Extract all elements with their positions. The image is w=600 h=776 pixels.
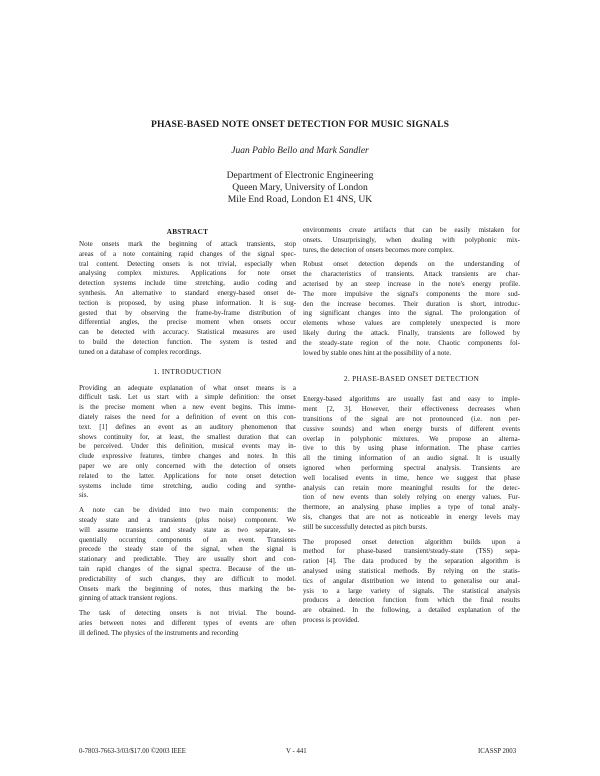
text-line: sis.	[79, 491, 89, 500]
text-line: to build the detection function. The system is tested and	[79, 337, 296, 346]
paper-title: PHASE-BASED NOTE ONSET DETECTION FOR MUSIC SIGNALS	[150, 119, 450, 130]
text-line: produces a detection function from which the final results	[303, 596, 520, 605]
transients-paragraph	[303, 260, 520, 358]
text-line: are obtained. In the following, a detailed explanation of the	[303, 606, 520, 615]
text-line: ill defined. The physics of the instruments and recording	[79, 628, 239, 637]
text-line: be perceived. Under this definition, musical events may in-	[79, 442, 296, 451]
text-line: related to the latter. Applications for note onset detection	[79, 471, 296, 480]
text-line: sis, changes that are not as noticeable in energy levels may	[303, 512, 520, 521]
text-line: ignored when performing spectral analysis. Transients are	[303, 463, 520, 472]
text-line: analysed using statistical methods. By relying on the statis-	[303, 566, 520, 575]
affiliation-line: Department of Electronic Engineering	[226, 170, 374, 181]
text-line: tection is proposed, by using phase information. It is sug-	[79, 298, 296, 307]
section-2-paragraph-1	[303, 395, 520, 532]
abstract-heading: ABSTRACT	[166, 228, 209, 236]
text-line: Robust onset detection depends on the understanding of	[303, 260, 520, 269]
text-line: A note can be divided into two main components: the	[79, 506, 296, 515]
text-line: the steady-state region of the note. Chaotic components fol-	[303, 338, 520, 347]
section-2-paragraph-2	[303, 538, 520, 626]
text-line: ing significant changes into the signal. The prolongation of	[303, 309, 520, 318]
text-line: quentially occurring components of an event. Transients	[79, 535, 296, 544]
text-line: systems include time stretching, audio coding and synthe-	[79, 481, 296, 490]
text-line: the characteristics of transients. Attack transients are char-	[303, 270, 520, 279]
text-line: The more impulsive the signal's components the more sud-	[303, 289, 520, 298]
text-line: text. [1] defines an event as an auditory phenomenon that	[79, 422, 296, 431]
right-column	[303, 226, 520, 626]
text-line: tral content. Detecting onsets is not trivial, especially when	[79, 259, 296, 268]
text-line: lowed by stable ones hint at the possibility of a note.	[303, 348, 452, 357]
continued-paragraph	[303, 226, 520, 255]
text-line: clude expressive features, timbre changes and notes. In this	[79, 452, 296, 461]
text-line: tures, the detection of onsets becomes more complex.	[303, 245, 454, 254]
affiliation-line: Queen Mary, University of London	[232, 182, 368, 193]
text-line: thermore, an analysing phase implies a type of tonal analy-	[303, 503, 520, 512]
text-line: The task of detecting onsets is not trivial. The bound-	[79, 609, 296, 618]
text-line: tuned on a database of complex recordings.	[79, 347, 202, 356]
text-line: diately raises the need for a definition of event on this con-	[79, 412, 296, 421]
text-line: tain rapid changes of the signal spectra. Because of the un-	[79, 564, 296, 573]
text-line: den the increase becomes. Their duration is short, introduc-	[303, 299, 520, 308]
text-line: steady state and a transients (plus noise) component. We	[79, 515, 296, 524]
text-line: gested that by observing the frame-by-frame distribution of	[79, 308, 296, 317]
text-line: well localised events in time, hence we suggest that phase	[303, 473, 520, 482]
text-line: The proposed onset detection algorithm builds upon a	[303, 537, 520, 546]
text-line: likely during the attack. Finally, transients are followed by	[303, 328, 520, 337]
text-line: predictability of such changes, they are difficult to model.	[79, 574, 296, 583]
text-line: ysis to a large variety of signals. The statistical analysis	[303, 586, 520, 595]
text-line: still be successfully detected as pitch bursts.	[303, 522, 428, 531]
affiliation-line: Mile End Road, London E1 4NS, UK	[227, 194, 373, 205]
text-line: Energy-based algorithms are usually fast and easy to imple-	[303, 395, 520, 404]
text-line: tics of angular distribution we intend to generalise our anal-	[303, 576, 520, 585]
text-line: paper we are only concerned with the detection of onsets	[79, 461, 296, 470]
text-line: tive to this by using phase information. The phase carries	[303, 444, 520, 453]
footer-conference: ICASSP 2003	[478, 748, 517, 755]
text-line: precede the steady state of the signal, when the signal is	[79, 545, 296, 554]
left-column	[79, 226, 296, 638]
text-line: areas of a note containing rapid changes of the signal spec-	[79, 249, 296, 258]
text-line: method for phase-based transient/steady-state (TSS) sepa-	[303, 547, 520, 556]
intro-paragraph-1	[79, 384, 296, 502]
text-line: ginning of attack transient regions.	[79, 594, 178, 603]
footer-page-number: V - 441	[286, 748, 307, 755]
text-line: Note onsets mark the beginning of attack transients, stop	[79, 240, 296, 248]
paper-authors: Juan Pablo Bello and Mark Sandler	[231, 146, 369, 156]
text-line: will assume transients and steady state as two separate, se-	[79, 525, 296, 534]
text-line: stationary and predictable. They are usually short and con-	[79, 555, 296, 564]
text-line: detection systems include time stretching, audio coding and	[79, 279, 296, 288]
intro-paragraph-2	[79, 506, 296, 604]
text-line: acterised by an steep increase in the note's energy profile.	[303, 279, 520, 288]
text-line: ment [2, 3]. However, their effectiveness decreases when	[303, 405, 520, 414]
text-line: overlap in polyphonic mixtures. We propose an alterna-	[303, 434, 520, 443]
text-line: Onsets mark the beginning of notes, thus marking the be-	[79, 584, 296, 593]
text-line: analysis can retain more meaningful results for the detec-	[303, 483, 520, 492]
text-line: process is provided.	[303, 615, 360, 624]
intro-heading: 1. INTRODUCTION	[153, 366, 222, 376]
text-line: elements whose values are completely unexpected is more	[303, 319, 520, 328]
text-line: environments create artifacts that can be easily mistaken for	[303, 226, 520, 234]
text-line: shows continuity for, at least, the smallest duration that can	[79, 432, 296, 441]
text-line: transitions of the signal are not pronounced (i.e. non per-	[303, 414, 520, 423]
text-line: can be detected with accuracy. Statistical measures are used	[79, 328, 296, 337]
text-line: synthesis. An alternative to standard energy-based onset de-	[79, 288, 296, 297]
text-line: ration [4]. The data produced by the separation algorithm is	[303, 557, 520, 566]
text-line: differential angles, the precise moment when onsets occur	[79, 318, 296, 327]
text-line: difficult task. Let us start with a simple definition: the onset	[79, 393, 296, 402]
abstract-paragraph	[79, 240, 296, 358]
text-line: onsets. Unsurprisingly, when dealing with polyphonic mix-	[303, 235, 520, 244]
text-line: Providing an adequate explanation of what onset means is a	[79, 383, 296, 392]
text-line: all the timing information of an audio signal. It is usually	[303, 454, 520, 463]
text-line: is the precise moment when a new event begins. This imme-	[79, 403, 296, 412]
section-2-heading: 2. PHASE-BASED ONSET DETECTION	[343, 374, 480, 384]
affiliation	[0, 170, 600, 206]
text-line: aries between notes and different types of events are often	[79, 618, 296, 627]
text-line: analysing complex mixtures. Applications for note onset	[79, 269, 296, 278]
footer-copyright: 0-7803-7663-3/03/$17.00 ©2003 IEEE	[79, 748, 186, 755]
text-line: cussive sounds) and when energy bursts of different events	[303, 424, 520, 433]
intro-paragraph-3	[79, 609, 296, 638]
text-line: tion of new events than solely relying on energy values. Fur-	[303, 493, 520, 502]
